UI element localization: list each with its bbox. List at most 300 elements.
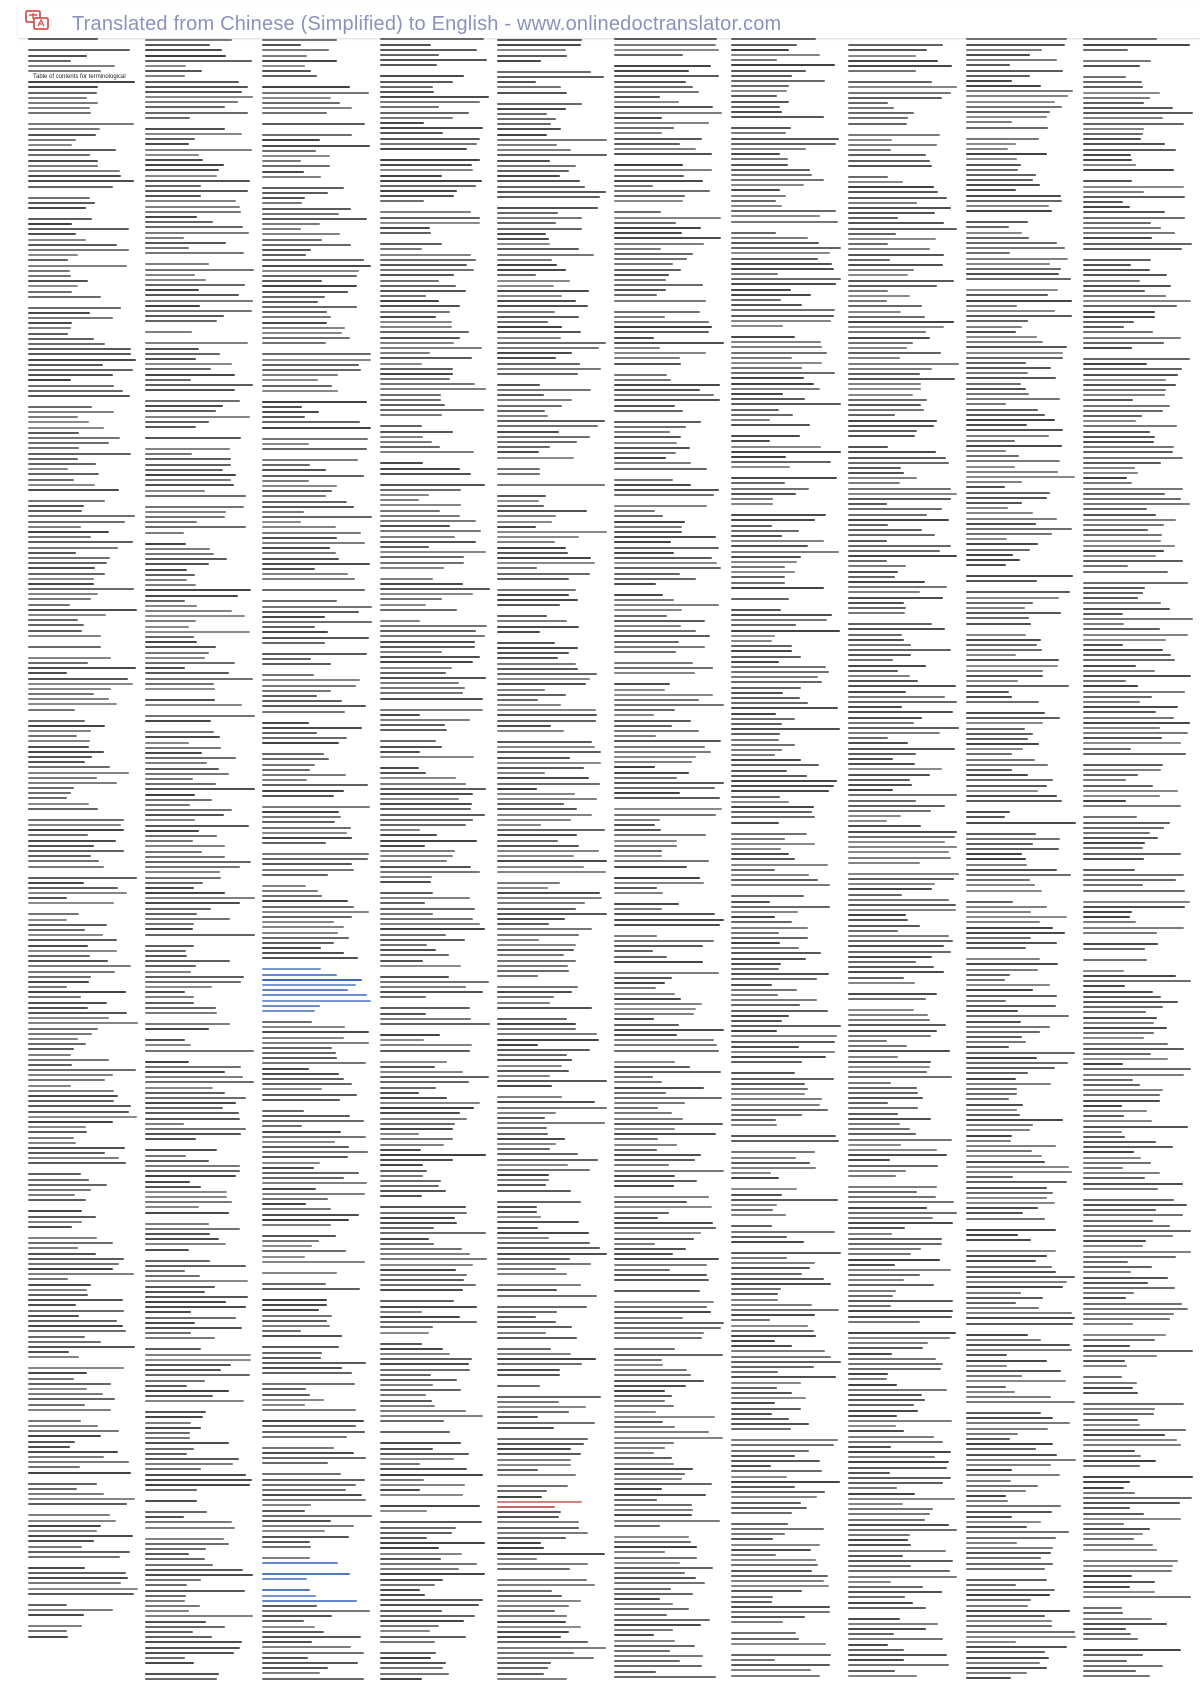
text-line [262,97,331,99]
text-line [1083,649,1163,651]
text-line [614,1076,653,1078]
text-line [380,1175,423,1177]
text-line [731,884,830,886]
text-line [731,1167,816,1169]
text-line [1083,259,1151,261]
text-line [731,984,772,986]
text-line [848,1170,906,1172]
text-line [848,1420,951,1422]
text-line [848,1097,923,1099]
text-line [966,874,1072,876]
text-line [380,1274,468,1276]
text-line [262,134,352,136]
text-line [497,1316,536,1318]
text-line [848,1602,912,1604]
text-line [731,838,784,840]
text-line [28,364,103,366]
text-line [848,581,925,583]
text-line [966,1375,1023,1377]
text-line [848,326,944,328]
text-line [28,735,77,737]
text-line [966,911,1032,913]
text-line [145,1286,215,1288]
text-line [145,657,205,659]
text-line [966,1036,1023,1038]
text-line [262,869,353,871]
text-line [497,562,595,564]
text-line [966,1171,1073,1173]
text-line [848,665,926,667]
text-line [145,1584,187,1586]
text-line [848,597,943,599]
text-line [614,65,711,67]
text-line [497,803,564,805]
text-line [380,913,433,915]
text-line [497,113,547,115]
text-line [1083,571,1169,573]
text-line [731,1041,834,1043]
text-line [145,1448,194,1450]
text-line [497,1532,588,1534]
text-line [145,620,196,622]
text-line [1083,1596,1191,1598]
text-line [848,1394,921,1396]
text-line [145,1181,189,1183]
text-line [614,363,681,365]
text-line [731,806,813,808]
text-line [262,332,342,334]
text-line [380,112,469,114]
text-line [380,446,440,448]
text-line [966,1599,1032,1601]
text-line [380,1348,443,1350]
text-line [731,671,829,673]
text-line [1083,921,1136,923]
text-line [848,238,936,240]
text-line [497,1018,567,1020]
text-line [614,86,693,88]
text-line [1083,628,1160,630]
text-line [848,493,957,495]
text-line [1083,582,1189,584]
text-line [1083,608,1170,610]
text-line [1083,347,1132,349]
text-line [145,768,218,770]
text-line [262,1330,301,1332]
text-line [731,1319,770,1321]
text-line [28,500,105,502]
text-line [966,995,1057,997]
text-line [380,1662,447,1664]
text-line [614,1238,694,1240]
text-line [262,1499,365,1501]
text-line [848,831,957,833]
text-line [848,1316,951,1318]
text-line [497,1600,582,1602]
text-line [848,451,936,453]
text-line [145,1437,189,1439]
text-line [145,1201,232,1203]
text-line [380,719,470,721]
text-line [614,101,678,103]
text-line [262,155,330,157]
text-line [848,1378,887,1380]
text-line [380,1547,439,1549]
text-line [262,438,368,440]
text-line [614,1128,675,1130]
text-line [848,1253,910,1255]
text-line [1083,675,1191,677]
text-line [1083,337,1181,339]
text-line [145,1621,206,1623]
text-line [497,860,607,862]
text-line [966,352,1064,354]
text-line [380,1118,468,1120]
text-line [380,1358,472,1360]
text-line [966,1119,1064,1121]
text-line [145,835,217,837]
text-line [966,869,1057,871]
text-line [1083,727,1160,729]
text-line [1083,399,1133,401]
text-line [145,965,196,967]
text-line [145,1076,243,1078]
text-line [1083,405,1170,407]
text-line [966,1255,1047,1257]
text-line [614,1354,723,1356]
text-line [848,1461,948,1463]
text-line [497,1469,538,1471]
text-line [848,347,907,349]
text-line [262,1320,326,1322]
text-line [145,269,254,271]
text-line [497,373,578,375]
text-line [497,1321,556,1323]
text-line [380,588,490,590]
text-line [380,598,442,600]
text-line [731,1162,810,1164]
text-line [731,127,791,129]
text-line [380,788,487,790]
text-line [262,1573,350,1575]
text-line [848,388,920,390]
text-line [614,725,672,727]
text-line [262,1352,322,1354]
text-line [1083,1665,1163,1667]
text-line [145,479,231,481]
text-line [848,1477,950,1479]
text-line [28,1625,82,1627]
text-line [145,1155,186,1157]
text-line [848,503,887,505]
text-line [262,764,314,766]
text-line [966,1438,1010,1440]
text-line [614,253,693,255]
text-line [1083,514,1156,516]
text-line [28,1356,79,1358]
text-line [966,300,1073,302]
text-line [497,1496,543,1498]
text-line [380,965,461,967]
text-line [731,294,811,296]
text-line [848,1487,897,1489]
text-line [966,1155,1043,1157]
text-line [497,882,560,884]
text-line [145,117,189,119]
text-line [262,176,321,178]
text-line [262,642,324,644]
text-line [145,1615,253,1617]
text-line [731,466,790,468]
text-line [497,347,599,349]
text-line [145,688,215,690]
text-line [1083,1560,1179,1562]
text-line [262,690,331,692]
text-line [262,1546,311,1548]
text-line [966,429,1064,431]
text-line [28,442,109,444]
text-line [731,493,795,495]
text-line [848,202,917,204]
text-line [614,667,713,669]
text-line [966,1334,1028,1336]
text-line [145,1610,188,1612]
text-line [1083,1084,1140,1086]
text-line [28,144,72,146]
text-line [731,1225,772,1227]
text-line [145,211,241,213]
text-line [262,906,353,908]
text-line [145,1175,236,1177]
text-line [28,1320,117,1322]
text-line [380,274,455,276]
text-line [731,1675,820,1677]
text-line [966,1297,1044,1299]
text-line [380,451,475,453]
text-line [731,273,778,275]
text-line [848,1035,930,1037]
text-line [497,1595,563,1597]
text-line [380,604,427,606]
text-line [731,1304,812,1306]
text-line [848,394,912,396]
text-line [1083,1638,1139,1640]
text-line [262,291,348,293]
text-line [380,751,420,753]
text-line [731,1278,823,1280]
text-line [145,731,214,733]
text-line [28,919,67,921]
text-line [966,70,1064,72]
text-line [848,1295,892,1297]
text-line [380,981,489,983]
text-line [497,1547,544,1549]
text-line [145,138,195,140]
text-line [380,609,458,611]
text-line [1083,1476,1193,1478]
text-line [966,1636,1076,1638]
text-line [731,1098,822,1100]
text-line [614,1395,672,1397]
text-line [497,1474,576,1476]
text-line [966,937,1032,939]
text-line [380,180,482,182]
text-line [497,699,538,701]
text-line [497,81,536,83]
text-column [614,30,725,1694]
text-line [966,1568,1045,1570]
text-line [731,393,783,395]
text-line [731,1559,816,1561]
text-line [380,1448,433,1450]
text-line [848,670,898,672]
text-line [614,1050,719,1052]
text-line [28,557,110,559]
text-line [145,1500,197,1502]
text-column [731,30,842,1694]
text-line [145,981,241,983]
text-line [28,1630,67,1632]
text-line [614,860,709,862]
text-line [966,533,1053,535]
text-line [28,254,78,256]
text-line [848,1513,929,1515]
text-line [497,578,569,580]
text-line [262,916,352,918]
text-line [28,1247,78,1249]
text-line [380,562,465,564]
text-line [614,1494,706,1496]
text-line [262,475,363,477]
text-line [262,674,313,676]
text-line [731,101,789,103]
text-line [848,1576,957,1578]
text-line [731,545,808,547]
text-line [1083,1360,1125,1362]
text-line [497,714,597,716]
text-line [28,1116,137,1118]
text-line [145,783,216,785]
text-line [380,264,468,266]
text-line [731,764,819,766]
text-line [497,1657,594,1659]
text-line [262,416,304,418]
text-line [28,986,67,988]
text-line [1083,379,1166,381]
text-line [145,1260,209,1262]
text-line [28,991,126,993]
text-line [966,232,1023,234]
text-line [614,1452,654,1454]
text-line [145,279,206,281]
text-line [380,1431,450,1433]
text-line [614,1185,674,1187]
text-line [966,1197,1047,1199]
text-line [28,60,71,62]
text-line [966,564,1006,566]
text-line [28,259,68,261]
text-line [731,258,818,260]
text-line [145,1212,228,1214]
text-line [497,547,566,549]
text-line [848,1436,934,1438]
text-line [614,1133,716,1135]
text-line [614,625,681,627]
text-line [614,609,682,611]
text-line [966,1323,1074,1325]
text-line [262,573,348,575]
text-line [28,228,129,230]
text-line [28,1226,72,1228]
text-line [145,1223,208,1225]
text-line [262,150,315,152]
text-line [848,1092,918,1094]
text-line [966,268,1062,270]
text-line [614,604,719,606]
text-line [262,1010,314,1012]
text-line [848,217,898,219]
text-line [28,720,85,722]
text-line [731,937,808,939]
text-line [1083,285,1171,287]
text-line [497,1258,570,1260]
text-line [966,518,1057,520]
text-line [497,1184,546,1186]
text-line [497,515,556,517]
text-line [28,1273,134,1275]
text-line [614,536,716,538]
text-line [614,1514,692,1516]
text-line [28,619,78,621]
text-line [262,1162,320,1164]
text-line [262,1078,343,1080]
text-line [614,1509,693,1511]
text-line [28,343,105,345]
text-line [380,86,433,88]
text-line [28,1488,77,1490]
text-line [497,626,579,628]
text-line [966,1192,1054,1194]
text-line [497,730,564,732]
text-line [1083,1612,1123,1614]
text-line [614,237,721,239]
text-line [262,1099,340,1101]
text-line [848,899,948,901]
text-line [497,180,580,182]
text-line [497,86,561,88]
text-line [262,1088,322,1090]
text-line [731,90,787,92]
text-line [614,195,685,197]
text-line [380,954,449,956]
text-line [497,473,540,475]
text-line [731,744,794,746]
text-line [380,1579,443,1581]
text-line [731,1669,811,1671]
text-line [848,212,935,214]
text-line [614,840,677,842]
text-line [848,1404,914,1406]
text-line [614,1149,657,1151]
text-line [380,285,457,287]
text-line [145,284,245,286]
text-line [145,1631,193,1633]
text-line [966,1260,1036,1262]
text-line [614,552,674,554]
text-line [28,934,103,936]
text-line [966,1072,1028,1074]
text-line [614,1024,678,1026]
